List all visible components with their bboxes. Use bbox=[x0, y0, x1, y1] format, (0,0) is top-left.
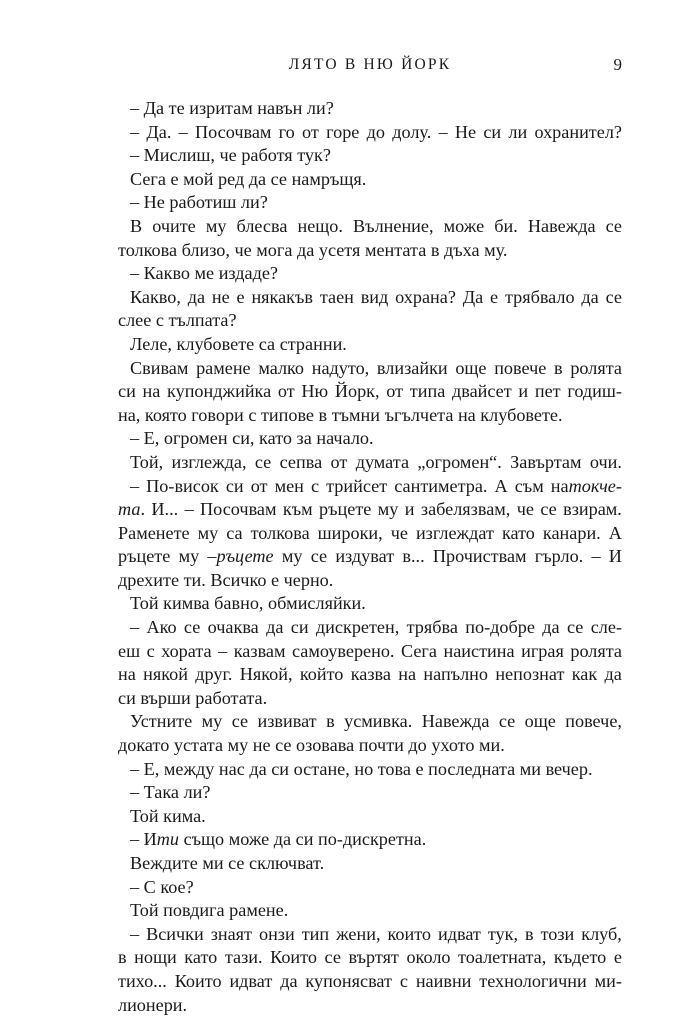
text-line: Свивам рамене малко надуто, влизайки още повече в ролята bbox=[130, 357, 622, 378]
text-line: ръцете му –ръцете му се издуват в... Прочиствам гърло. – И bbox=[118, 546, 622, 567]
text-line: в нощи като тази. Които се въртят около тоалетната, където е bbox=[118, 947, 622, 968]
text-line: слее с тълпата? bbox=[118, 310, 237, 331]
body-text bbox=[118, 97, 622, 1017]
text-line: си на купонджийка от Ню Йорк, от типа двайсет и пет годиш- bbox=[118, 381, 622, 402]
text-line: си върши работата. bbox=[118, 687, 268, 708]
text-line: – Е, между нас да си остане, но това е последната ми вечер. bbox=[130, 758, 593, 779]
text-line: толкова близо, че мога да усетя ментата в дъха му. bbox=[118, 239, 508, 260]
text-line: Какво, да не е някакъв таен вид охрана? Да е трябвало да се bbox=[130, 286, 622, 307]
page-number: 9 bbox=[613, 55, 622, 74]
text-line: Той повдига рамене. bbox=[130, 900, 289, 921]
text-line: Веждите ми се сключват. bbox=[130, 853, 325, 873]
text-line: Той кимва бавно, обмисляйки. bbox=[130, 593, 366, 614]
running-head-title: ЛЯТО В НЮ ЙОРК bbox=[288, 56, 452, 73]
text-line: – Ако се очаква да си дискретен, трябва по-добре да се сле- bbox=[130, 617, 622, 638]
text-line: тихо... Които идват да купонясват с наивни технологични ми- bbox=[118, 970, 622, 991]
text-line: Той кима. bbox=[130, 805, 206, 826]
text-line: та. И... – Посочвам към ръцете му и забелязвам, че се взирам. bbox=[118, 499, 622, 520]
text-line: – Какво ме издаде? bbox=[130, 263, 279, 284]
text-line: – Да. – Посочвам го от горе до долу. – Не си ли охранител? bbox=[130, 121, 622, 142]
text-line: – По-висок си от мен с трийсет сантиметра. А съм натокче- bbox=[130, 475, 622, 496]
text-line: Устните му се извиват в усмивка. Навежда се още повече, bbox=[130, 711, 622, 732]
text-line: докато устата му не се озовава почти до ухото ми. bbox=[118, 735, 505, 756]
text-line: – Мислиш, че работя тук? bbox=[130, 145, 331, 166]
text-line: дрехите ти. Всичко е черно. bbox=[118, 569, 334, 590]
running-head bbox=[118, 56, 622, 80]
text-line: В очите му блесва нещо. Вълнение, може би. Навежда се bbox=[130, 215, 622, 236]
text-line: – Да те изритам навън ли? bbox=[130, 98, 334, 118]
text-line: – Ити също може да си по-дискретна. bbox=[130, 829, 427, 850]
text-line: – С кое? bbox=[130, 876, 194, 897]
text-line: на някой друг. Някой, който казва на напълно непознат как да bbox=[118, 664, 622, 685]
text-line: Сега е мой ред да се намръщя. bbox=[130, 168, 367, 189]
text-line: – Така ли? bbox=[130, 782, 211, 803]
text-line: – Не работиш ли? bbox=[130, 192, 268, 213]
text-line: Раменете му са толкова широки, че изглеждат като канари. А bbox=[118, 522, 622, 543]
text-line: Леле, клубовете са странни. bbox=[130, 333, 347, 354]
text-line: Той, изглежда, се сепва от думата „огромен“. Завъртам очи. bbox=[130, 451, 622, 472]
text-line: еш с хората – казвам самоуверено. Сега наистина играя ролята bbox=[118, 640, 622, 661]
text-line: – Е, огромен си, като за начало. bbox=[130, 428, 374, 449]
text-line: на, която говори с типове в тъмни ъгълчета на клубовете. bbox=[118, 404, 563, 425]
text-line: лионери. bbox=[118, 994, 188, 1015]
text-line: – Всички знаят онзи тип жени, които идват тук, в този клуб, bbox=[130, 923, 622, 944]
